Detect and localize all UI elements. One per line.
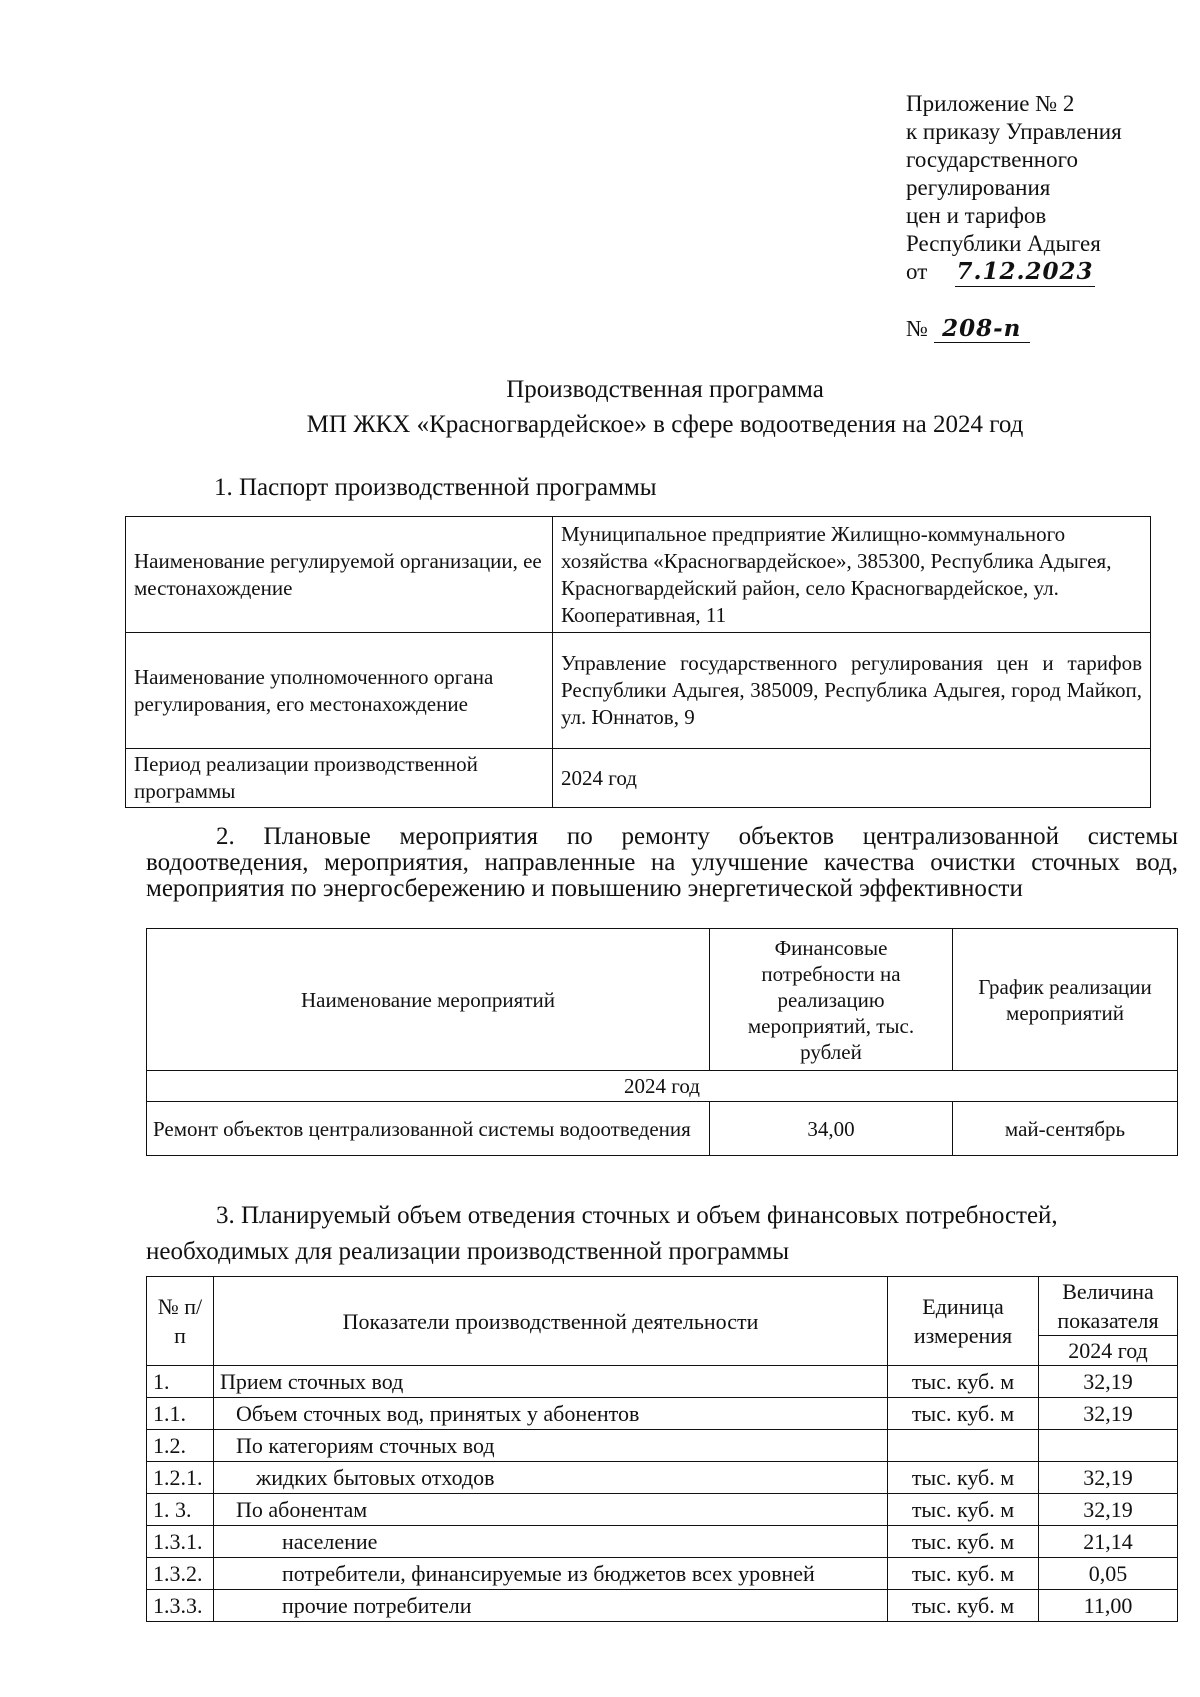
column-header-year: 2024 год [1039,1336,1178,1366]
row-number: 1.3.1. [147,1526,214,1558]
document-title [0,372,1200,442]
number-prefix: № [906,316,928,341]
date-prefix: от [906,259,928,284]
year-row [147,1071,1178,1102]
passport-label: Наименование регулируемой организации, ее местонахождение [126,517,553,633]
indicator-value: 32,19 [1039,1494,1178,1526]
row-number: 1.1. [147,1398,214,1430]
indicator-name: население [214,1526,888,1558]
section-2-heading: 2. Плановые мероприятия по ремонту объектов централизованной системы водоотведения, мероприятия, направленные на улучшение качества очистки сточных вод, мероприятия по энергосбережению и повышению энергетической эффективности [146,823,1178,902]
indicator-value: 11,00 [1039,1590,1178,1622]
indicators-table [146,1276,1178,1622]
approval-block [906,90,1186,287]
indicator-name: жидких бытовых отходов [214,1462,888,1494]
table-row [147,1462,1178,1494]
handwritten-date: 7.12.2023 [956,258,1094,285]
approval-line: государственного [906,147,1078,172]
approval-line: Приложение № 2 [906,91,1075,116]
measure-name: Ремонт объектов централизованной системы водоотведения [147,1102,710,1156]
indicator-value [1039,1430,1178,1462]
table-row [147,1430,1178,1462]
table-row [147,1366,1178,1398]
table-row [147,1494,1178,1526]
column-header-value: Величина показателя [1039,1277,1178,1336]
row-number: 1. [147,1366,214,1398]
indicator-value: 32,19 [1039,1462,1178,1494]
passport-label: Наименование уполномоченного органа регулирования, его местонахождение [126,633,553,749]
row-number: 1.2.1. [147,1462,214,1494]
indicator-unit: тыс. куб. м [888,1494,1039,1526]
indicator-value: 32,19 [1039,1398,1178,1430]
section-1-heading: 1. Паспорт производственной программы [214,474,657,501]
passport-value: 2024 год [553,749,1151,808]
passport-value: Муниципальное предприятие Жилищно-коммунального хозяйства «Красногвардейское», 385300, Республика Адыгея, Красногвардейский район, село Красногвардейское, ул. Кооперативная, 11 [553,517,1151,633]
indicator-unit [888,1430,1039,1462]
row-number: 1.3.2. [147,1558,214,1590]
row-number: 1. 3. [147,1494,214,1526]
measure-schedule: май-сентябрь [953,1102,1178,1156]
table-row [147,1590,1178,1622]
title-line-1: Производственная программа [506,376,824,403]
indicator-name: По категориям сточных вод [214,1430,888,1462]
row-number: 1.3.3. [147,1590,214,1622]
column-header: Финансовые потребности на реализацию мероприятий, тыс. рублей [710,929,953,1071]
indicator-unit: тыс. куб. м [888,1398,1039,1430]
table-row [147,1526,1178,1558]
column-header-indicator: Показатели производственной деятельности [214,1277,888,1366]
column-header: Наименование мероприятий [147,929,710,1071]
section-3-heading: 3. Планируемый объем отведения сточных и объем финансовых потребностей, необходимых для реализации производственной программы [146,1202,1058,1265]
indicator-value: 32,19 [1039,1366,1178,1398]
indicator-name: прочие потребители [214,1590,888,1622]
row-number: 1.2. [147,1430,214,1462]
table-row [147,1558,1178,1590]
table-header-row [147,929,1178,1071]
table-row [147,1102,1178,1156]
column-header: График реализации мероприятий [953,929,1178,1071]
order-number [906,315,1030,343]
indicator-value: 21,14 [1039,1526,1178,1558]
indicator-value: 0,05 [1039,1558,1178,1590]
approval-date [906,258,1186,287]
indicator-unit: тыс. куб. м [888,1526,1039,1558]
year-cell: 2024 год [147,1071,1178,1102]
column-header-num: № п/п [147,1277,214,1366]
indicator-unit: тыс. куб. м [888,1590,1039,1622]
passport-label: Период реализации производственной программы [126,749,553,808]
handwritten-number: 208-п [934,315,1030,343]
passport-table [125,516,1151,808]
indicator-name: Объем сточных вод, принятых у абонентов [214,1398,888,1430]
approval-line: цен и тарифов [906,203,1047,228]
indicator-name: Прием сточных вод [214,1366,888,1398]
table-row [126,633,1151,749]
indicator-unit: тыс. куб. м [888,1366,1039,1398]
passport-value: Управление государственного регулирования цен и тарифов Республики Адыгея, 385009, Республика Адыгея, город Майкоп, ул. Юннатов, 9 [553,633,1151,749]
indicator-name: потребители, финансируемые из бюджетов всех уровней [214,1558,888,1590]
indicator-unit: тыс. куб. м [888,1462,1039,1494]
approval-line: Республики Адыгея [906,231,1101,256]
table-row [126,749,1151,808]
measure-amount: 34,00 [710,1102,953,1156]
table-row [126,517,1151,633]
approval-line: к приказу Управления [906,119,1122,144]
indicator-name: По абонентам [214,1494,888,1526]
table-header-row [147,1277,1178,1336]
approval-line: регулирования [906,175,1051,200]
indicator-unit: тыс. куб. м [888,1558,1039,1590]
measures-table [146,928,1178,1156]
column-header-unit: Единица измерения [888,1277,1039,1366]
title-line-2: МП ЖКХ «Красногвардейское» в сфере водоотведения на 2024 год [306,411,1024,438]
table-row [147,1398,1178,1430]
